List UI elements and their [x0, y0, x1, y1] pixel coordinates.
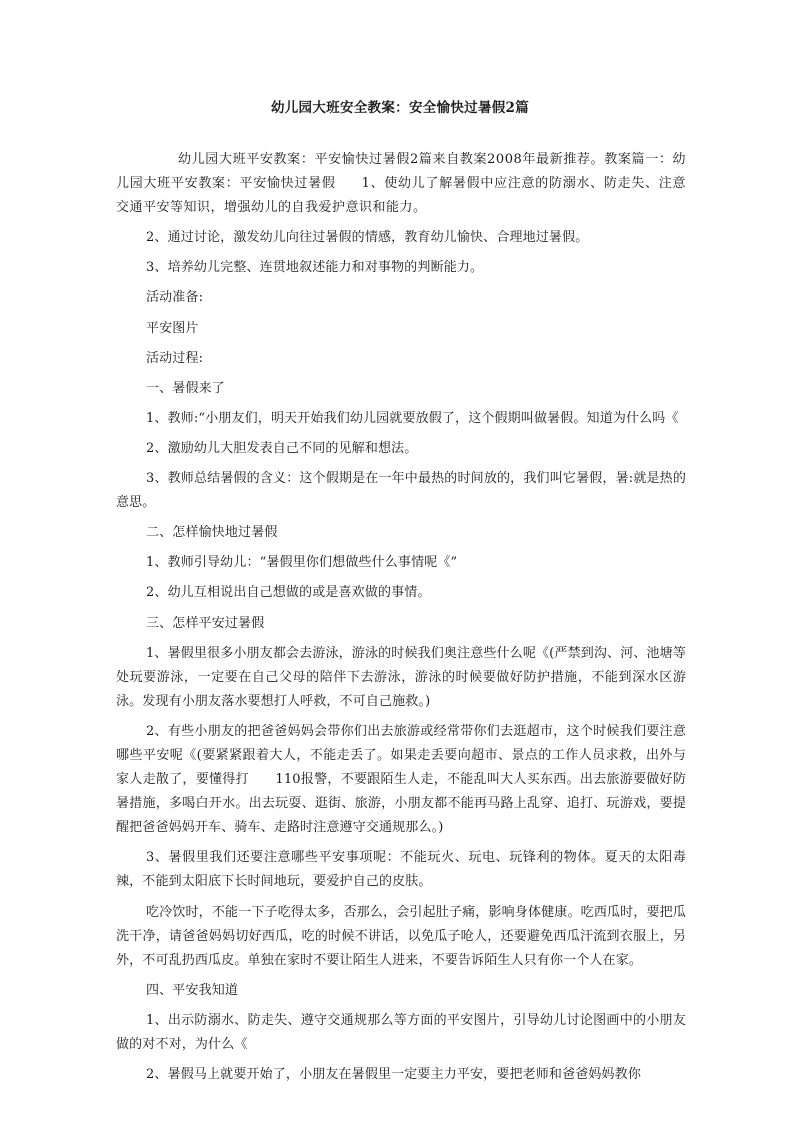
- paragraph-16: 3、暑假里我们还要注意哪些平安事项呢：不能玩火、玩电、玩锋利的物体。夏天的太阳毒辣，不能到太阳底下长时间地玩，要爱护自己的皮肤。: [116, 850, 686, 890]
- intro-part-1: 幼儿园大班平安教案：平安愉快过暑假2篇来自教案2008年最新推荐。教案篇一：幼儿园大班平安教案：平安愉快过暑假: [116, 152, 686, 192]
- paragraph-15: 2、有些小朋友的把爸爸妈妈会带你们出去旅游或经常带你们去逛超市，这个时候我们要注意哪些平安呢《(要紧紧跟着大人，不能走丢了。如果走丢要向超市、景点的工作人员求救，出外与家人走散了，要懂得打 110报警，不要跟陌生人走，不能乱叫大人买东西。出去旅游要做好防暑措施，多喝白开水。出去玩耍、逛街、旅游，小朋友都不能再马路上乱穿、追打、玩游戏，要提醒把爸爸妈妈开车、骑车、走路时注意遵守交通规那么。): [116, 723, 686, 836]
- paragraph-12: 2、幼儿互相说出自己想做的或是喜欢做的事情。: [146, 585, 431, 601]
- section-heading-3: 三、怎样平安过暑假: [146, 615, 265, 631]
- paragraph-1: 2、通过讨论，激发幼儿向往过暑假的情感，教育幼儿愉快、合理地过暑假。: [146, 230, 589, 246]
- section-heading-1: 一、暑假来了: [146, 380, 225, 396]
- document-body: [116, 148, 686, 1093]
- paragraph-19: 1、出示防溺水、防走失、遵守交通规那么等方面的平安图片，引导幼儿讨论图画中的小朋友做的对不对，为什么《: [116, 1012, 686, 1052]
- paragraph-4: 平安图片: [146, 320, 199, 336]
- section-heading-4: 四、平安我知道: [146, 982, 239, 998]
- paragraph-20: 2、暑假马上就要开始了，小朋友在暑假里一定要主力平安，要把老师和爸爸妈妈教你: [146, 1067, 641, 1083]
- paragraph-7: 1、教师:“小朋友们，明天开始我们幼儿园就要放假了，这个假期叫做暑假。知道为什么吗《: [146, 410, 679, 426]
- document-title: 幼儿园大班安全教案：安全愉快过暑假2篇: [270, 100, 530, 116]
- paragraph-2: 3、培养幼儿完整、连贯地叙述能力和对事物的判断能力。: [146, 260, 484, 276]
- paragraph-17: 吃冷饮时，不能一下子吃得太多，否那么，会引起肚子痛，影响身体健康。吃西瓜时，要把瓜洗干净，请爸爸妈妈切好西瓜，吃的时候不讲话，以免瓜子呛人，还要避免西瓜汗流到衣服上，另外，不可乱扔西瓜皮。单独在家时不要让陌生人进来，不要告诉陌生人只有你一个人在家。: [116, 904, 686, 968]
- paragraph-9: 3、教师总结暑假的含义：这个假期是在一年中最热的时间放的，我们叫它暑假，暑:就是热的意思。: [116, 471, 686, 511]
- intro-part-2: 1、使幼儿了解暑假中应注意的防溺水、防走失、注意交通平安等知识，增强幼儿的自我爱护意识和能力。: [116, 176, 686, 216]
- paragraph-14: 1、暑假里很多小朋友都会去游泳，游泳的时候我们奥注意些什么呢《(严禁到沟、河、池塘等处玩要游泳，一定要在自己父母的陪伴下去游泳，游泳的时候要做好防护措施，不能到深水区游泳。发现有小朋友落水要想打人呼救，不可自己施救。): [116, 645, 686, 709]
- paragraph-3: 活动准备:: [146, 290, 204, 306]
- section-heading-2: 二、怎样愉快地过暑假: [146, 525, 278, 541]
- paragraph-8: 2、激励幼儿大胆发表自己不同的见解和想法。: [146, 440, 418, 456]
- paragraph-5: 活动过程:: [146, 350, 204, 366]
- paragraph-11: 1、教师引导幼儿：“暑假里你们想做些什么事情呢《”: [146, 555, 458, 571]
- intro-paragraph: [116, 148, 686, 220]
